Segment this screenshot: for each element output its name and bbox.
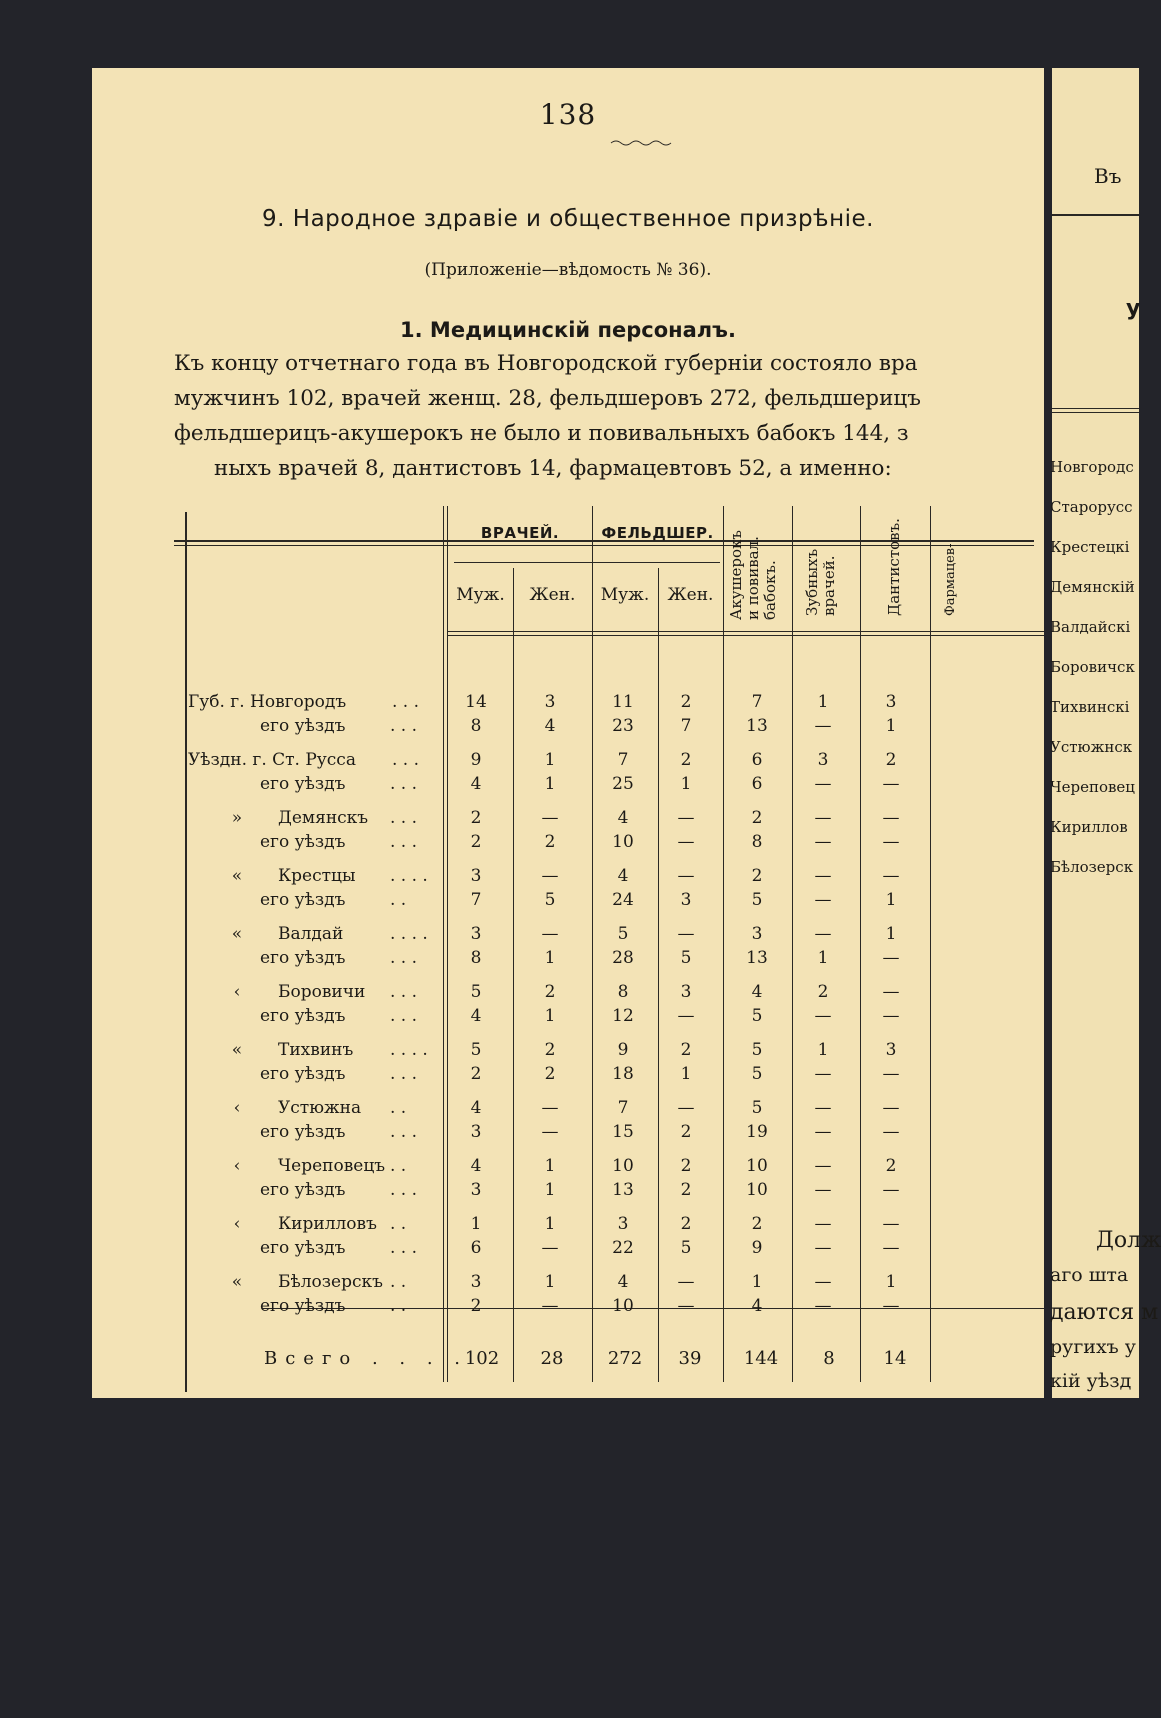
table-cell: 3: [544, 692, 556, 712]
table-cell: 1: [544, 1214, 556, 1234]
table-cell: —: [882, 1238, 900, 1258]
right-rule: [1052, 214, 1139, 216]
row-label: Демянскъ: [278, 808, 369, 828]
row-label: Череповецъ: [278, 1156, 386, 1176]
leader-dots: . . .: [392, 750, 420, 770]
row-label: Устюжна: [278, 1098, 362, 1118]
table-cell: 15: [612, 1122, 634, 1142]
leader-dots: . . .: [390, 1064, 418, 1084]
table-cell: 5: [751, 1064, 763, 1084]
table-cell: 10: [612, 1156, 634, 1176]
table-cell: 1: [544, 1272, 556, 1292]
leader-dots: . . .: [390, 774, 418, 794]
table-cell: 2: [680, 750, 692, 770]
table-cell: —: [882, 1180, 900, 1200]
table-cell: 2: [680, 1040, 692, 1060]
table-cell: 2: [680, 1122, 692, 1142]
table-cell: —: [882, 1064, 900, 1084]
right-list-item: Кириллов: [1050, 818, 1128, 836]
table-row: [92, 832, 1044, 856]
leader-dots: . . .: [392, 692, 420, 712]
row-label: Кирилловъ: [278, 1214, 377, 1234]
table-cell: —: [814, 1180, 832, 1200]
table-cell: 5: [751, 1098, 763, 1118]
table-cell: 28: [612, 948, 634, 968]
table-cell: —: [814, 866, 832, 886]
table-cell: 4: [751, 982, 763, 1002]
table-cell: 3: [885, 692, 897, 712]
table-row: [92, 948, 1044, 972]
ditto-mark: ‹: [233, 982, 241, 1002]
table-cell: 4: [470, 774, 482, 794]
table-cell: 14: [465, 692, 487, 712]
table-cell: 22: [612, 1238, 634, 1258]
leader-dots: . . .: [390, 1238, 418, 1258]
table-row: [92, 1040, 1044, 1064]
leader-dots: . . .: [390, 1180, 418, 1200]
leader-dots: . . . .: [390, 866, 428, 886]
table-cell: 2: [680, 1180, 692, 1200]
table-cell: 5: [470, 1040, 482, 1060]
table-cell: 1: [680, 774, 692, 794]
table-row: [92, 866, 1044, 890]
table-cell: 7: [617, 750, 629, 770]
group-underline: [454, 562, 720, 563]
row-label: его уѣздъ: [260, 1238, 346, 1258]
row-label: Уѣздн. г. Ст. Русса: [188, 750, 356, 770]
header-feldshers: ФЕЛЬДШЕР.: [601, 524, 714, 542]
table-cell: 10: [612, 832, 634, 852]
header-doctors-female: Жен.: [529, 585, 576, 605]
total-cell: 39: [678, 1348, 702, 1369]
header-bottom-rule-thin: [447, 635, 1044, 636]
table-cell: 1: [470, 1214, 482, 1234]
header-feldshers-male: Муж.: [600, 585, 650, 605]
row-label: его уѣздъ: [260, 948, 346, 968]
table-cell: 2: [680, 1156, 692, 1176]
header-pharmacists: Фармацев-: [943, 543, 958, 616]
table-cell: 9: [617, 1040, 629, 1060]
table-cell: —: [814, 1238, 832, 1258]
table-cell: 7: [617, 1098, 629, 1118]
right-list-item: Старорусс: [1050, 498, 1133, 516]
table-cell: —: [814, 1006, 832, 1026]
table-cell: 5: [751, 1040, 763, 1060]
table-row: [92, 1180, 1044, 1204]
table-cell: 5: [544, 890, 556, 910]
right-page: [1050, 68, 1161, 1398]
table-cell: —: [814, 924, 832, 944]
table-cell: 3: [470, 1180, 482, 1200]
header-feldshers-female: Жен.: [667, 585, 714, 605]
table-cell: —: [882, 866, 900, 886]
ditto-mark: «: [231, 866, 243, 886]
table-cell: 3: [751, 924, 763, 944]
leader-dots: . .: [390, 1272, 407, 1292]
table-cell: 2: [544, 982, 556, 1002]
paragraph-line-1: Къ концу отчетнаго года въ Новгородской губерніи состояло вра: [174, 351, 918, 376]
table-cell: 5: [680, 1238, 692, 1258]
table-row: [92, 1214, 1044, 1238]
table-cell: 2: [885, 1156, 897, 1176]
row-label: его уѣздъ: [260, 1180, 346, 1200]
table-row: [92, 924, 1044, 948]
table-cell: 3: [680, 982, 692, 1002]
right-list-item: Демянскій: [1050, 578, 1135, 596]
chapter-heading: 9. Народное здравіе и общественное призрѣніе.: [262, 206, 874, 232]
paragraph-line-2: мужчинъ 102, врачей женщ. 28, фельдшеровъ 272, фельдшерицъ: [174, 386, 921, 411]
table-cell: —: [882, 1006, 900, 1026]
leader-dots: . .: [390, 1296, 407, 1316]
table-cell: 1: [544, 750, 556, 770]
total-row: [92, 1348, 1044, 1374]
table-cell: —: [882, 832, 900, 852]
ditto-mark: ‹: [233, 1156, 241, 1176]
table-cell: —: [541, 1296, 559, 1316]
table-cell: 2: [470, 808, 482, 828]
table-cell: 18: [612, 1064, 634, 1084]
table-cell: —: [541, 808, 559, 828]
table-row: [92, 750, 1044, 774]
table-cell: 8: [470, 716, 482, 736]
table-cell: 3: [617, 1214, 629, 1234]
table-cell: 2: [470, 1064, 482, 1084]
header-midwives: Акушерокъ и повивал. бабокъ.: [727, 530, 779, 620]
table-row: [92, 774, 1044, 798]
table-cell: 1: [885, 890, 897, 910]
table-cell: 13: [612, 1180, 634, 1200]
total-label: Всего . . . .: [264, 1348, 469, 1369]
right-list-item: Боровичск: [1050, 658, 1135, 676]
table-cell: —: [814, 1272, 832, 1292]
table-cell: —: [882, 1296, 900, 1316]
leader-dots: . . .: [390, 716, 418, 736]
leader-dots: . .: [390, 1214, 407, 1234]
table-cell: 7: [751, 692, 763, 712]
row-label: его уѣздъ: [260, 1296, 346, 1316]
leader-dots: . . . .: [390, 924, 428, 944]
table-cell: 4: [470, 1098, 482, 1118]
table-cell: 25: [612, 774, 634, 794]
table-cell: —: [814, 774, 832, 794]
table-cell: —: [882, 1098, 900, 1118]
table-row: [92, 1156, 1044, 1180]
table-cell: 9: [751, 1238, 763, 1258]
table-cell: 1: [817, 1040, 829, 1060]
table-cell: 4: [751, 1296, 763, 1316]
table-cell: 4: [617, 866, 629, 886]
row-label: его уѣздъ: [260, 716, 346, 736]
table-cell: 3: [470, 1272, 482, 1292]
table-row: [92, 1272, 1044, 1296]
table-cell: —: [814, 890, 832, 910]
row-label: Бѣлозерскъ: [278, 1272, 383, 1292]
table-cell: 1: [751, 1272, 763, 1292]
right-bottom-line: Долж: [1096, 1228, 1161, 1253]
table-cell: 2: [751, 808, 763, 828]
ditto-mark: ‹: [233, 1098, 241, 1118]
table-row: [92, 890, 1044, 914]
table-cell: —: [882, 982, 900, 1002]
table-cell: —: [677, 1296, 695, 1316]
table-cell: 1: [885, 716, 897, 736]
table-cell: 2: [544, 1064, 556, 1084]
right-rule: [1052, 408, 1139, 409]
table-cell: 3: [680, 890, 692, 910]
table-row: [92, 1296, 1044, 1320]
table-cell: 3: [470, 866, 482, 886]
right-list-item: Бѣлозерск: [1050, 858, 1134, 876]
table-cell: 10: [746, 1180, 768, 1200]
table-cell: —: [541, 1122, 559, 1142]
table-cell: 4: [617, 808, 629, 828]
page-number-ornament: [609, 138, 679, 146]
row-label: его уѣздъ: [260, 1122, 346, 1142]
table-row: [92, 808, 1044, 832]
right-list-item: Тихвинскі: [1050, 698, 1130, 716]
table-row: [92, 716, 1044, 740]
header-dentist-doctors: Зубныхъ врачей.: [803, 548, 838, 616]
table-cell: —: [882, 1122, 900, 1142]
table-cell: 3: [470, 924, 482, 944]
row-label: Крестцы: [278, 866, 356, 886]
table-cell: —: [814, 832, 832, 852]
table-cell: 3: [470, 1122, 482, 1142]
table-cell: 10: [612, 1296, 634, 1316]
table-cell: 2: [751, 1214, 763, 1234]
table-cell: 1: [817, 692, 829, 712]
table-cell: 2: [817, 982, 829, 1002]
table-row: [92, 1006, 1044, 1030]
table-cell: 8: [470, 948, 482, 968]
header-bottom-rule: [447, 631, 1044, 632]
paragraph-line-4: ныхъ врачей 8, дантистовъ 14, фармацевтовъ 52, а именно:: [214, 456, 892, 481]
table-cell: —: [541, 1098, 559, 1118]
table-cell: —: [882, 1214, 900, 1234]
paragraph-line-3: фельдшерицъ-акушерокъ не было и повивальныхъ бабокъ 144, з: [174, 421, 909, 446]
right-list-item: Новгородс: [1050, 458, 1134, 476]
leader-dots: . .: [390, 1098, 407, 1118]
table-cell: 2: [751, 866, 763, 886]
table-row: [92, 982, 1044, 1006]
table-cell: 23: [612, 716, 634, 736]
table-row: [92, 1098, 1044, 1122]
table-cell: 2: [885, 750, 897, 770]
leader-dots: . . .: [390, 1006, 418, 1026]
leader-dots: . . .: [390, 982, 418, 1002]
table-cell: —: [814, 808, 832, 828]
chapter-subheading: (Приложеніе—вѣдомость № 36).: [424, 260, 712, 280]
row-label: его уѣздъ: [260, 832, 346, 852]
header-dentists: Дантистовъ.: [885, 518, 903, 616]
table-cell: 3: [817, 750, 829, 770]
table-cell: —: [677, 808, 695, 828]
leader-dots: . . .: [390, 1122, 418, 1142]
table-cell: 7: [680, 716, 692, 736]
table-cell: 5: [617, 924, 629, 944]
ditto-mark: «: [231, 1040, 243, 1060]
leader-dots: . . . .: [390, 1040, 428, 1060]
table-cell: —: [677, 866, 695, 886]
row-label: его уѣздъ: [260, 1006, 346, 1026]
leader-dots: . .: [390, 1156, 407, 1176]
leader-dots: . . .: [390, 948, 418, 968]
table-cell: 2: [470, 832, 482, 852]
right-page-header: Въ: [1094, 164, 1122, 188]
table-cell: 13: [746, 716, 768, 736]
row-label: его уѣздъ: [260, 890, 346, 910]
table-cell: —: [677, 1272, 695, 1292]
ditto-mark: «: [231, 924, 243, 944]
table-cell: 1: [544, 1180, 556, 1200]
ditto-mark: »: [231, 808, 243, 828]
table-cell: 1: [885, 1272, 897, 1292]
table-cell: 6: [470, 1238, 482, 1258]
table-cell: —: [814, 1156, 832, 1176]
row-label: его уѣздъ: [260, 774, 346, 794]
table-cell: 5: [470, 982, 482, 1002]
table-cell: 13: [746, 948, 768, 968]
table-cell: 4: [617, 1272, 629, 1292]
table-cell: —: [814, 1122, 832, 1142]
table-cell: 5: [680, 948, 692, 968]
total-cell: 14: [883, 1348, 907, 1369]
total-cell: 8: [823, 1348, 835, 1369]
table-cell: —: [814, 1214, 832, 1234]
total-cell: 272: [607, 1348, 643, 1369]
table-cell: 2: [470, 1296, 482, 1316]
row-label: Тихвинъ: [278, 1040, 354, 1060]
right-bottom-line: кій уѣзд: [1050, 1370, 1132, 1392]
table-row: [92, 1122, 1044, 1146]
table-row: [92, 1238, 1044, 1262]
page-number: 138: [539, 98, 597, 131]
total-cell: 144: [743, 1348, 779, 1369]
table-cell: 1: [544, 948, 556, 968]
table-row: [92, 692, 1044, 716]
table-cell: 1: [544, 1006, 556, 1026]
leader-dots: . . .: [390, 832, 418, 852]
table-cell: 5: [751, 890, 763, 910]
right-list-item: Череповец: [1050, 778, 1135, 796]
table-cell: 8: [617, 982, 629, 1002]
right-page-letter: у: [1126, 296, 1141, 321]
right-bottom-line: ругихъ у: [1050, 1336, 1136, 1358]
table-cell: —: [814, 1296, 832, 1316]
header-doctors: ВРАЧЕЙ.: [480, 524, 560, 542]
right-bottom-line: даются м: [1050, 1300, 1159, 1325]
table-cell: 11: [612, 692, 634, 712]
table-cell: 6: [751, 750, 763, 770]
table-cell: 2: [680, 1214, 692, 1234]
table-cell: —: [814, 1064, 832, 1084]
right-list-item: Устюжнск: [1050, 738, 1133, 756]
ditto-mark: «: [231, 1272, 243, 1292]
table-cell: 9: [470, 750, 482, 770]
table-cell: —: [814, 716, 832, 736]
table-cell: —: [882, 808, 900, 828]
table-row: [92, 1064, 1044, 1088]
right-list-item: Крестецкі: [1050, 538, 1130, 556]
header-doctors-male: Муж.: [456, 585, 505, 605]
table-cell: 1: [544, 1156, 556, 1176]
table-cell: —: [541, 924, 559, 944]
table-cell: 3: [885, 1040, 897, 1060]
table-cell: 10: [746, 1156, 768, 1176]
table-cell: 7: [470, 890, 482, 910]
total-cell: 28: [540, 1348, 564, 1369]
row-label: Боровичи: [278, 982, 366, 1002]
table-cell: —: [677, 832, 695, 852]
right-rule: [1052, 412, 1139, 413]
row-label: Валдай: [278, 924, 344, 944]
table-cell: —: [677, 924, 695, 944]
right-list-item: Валдайскі: [1050, 618, 1131, 636]
table-cell: 1: [680, 1064, 692, 1084]
leader-dots: . .: [390, 890, 407, 910]
table-cell: 5: [751, 1006, 763, 1026]
table-cell: 2: [680, 692, 692, 712]
table-cell: —: [677, 1006, 695, 1026]
leader-dots: . . .: [390, 808, 418, 828]
table-cell: 24: [612, 890, 634, 910]
table-cell: 19: [746, 1122, 768, 1142]
table-top-rule-thin: [174, 545, 1034, 546]
row-label: Губ. г. Новгородъ: [188, 692, 347, 712]
table-cell: 6: [751, 774, 763, 794]
row-label: его уѣздъ: [260, 1064, 346, 1084]
left-page: [92, 68, 1044, 1398]
table-cell: 4: [470, 1006, 482, 1026]
table-cell: —: [882, 774, 900, 794]
table-cell: —: [541, 1238, 559, 1258]
total-cell: 102: [464, 1348, 500, 1369]
table-cell: 2: [544, 1040, 556, 1060]
table-cell: 8: [751, 832, 763, 852]
section-title: 1. Медицинскій персоналъ.: [400, 318, 736, 342]
table-cell: 1: [544, 774, 556, 794]
table-cell: 4: [544, 716, 556, 736]
table-cell: 12: [612, 1006, 634, 1026]
table-cell: 4: [470, 1156, 482, 1176]
table-cell: —: [882, 948, 900, 968]
table-cell: —: [677, 1098, 695, 1118]
table-cell: —: [541, 866, 559, 886]
ditto-mark: ‹: [233, 1214, 241, 1234]
table-cell: 1: [885, 924, 897, 944]
table-cell: 1: [817, 948, 829, 968]
right-bottom-line: аго шта: [1050, 1264, 1129, 1286]
table-cell: 2: [544, 832, 556, 852]
table-cell: —: [814, 1098, 832, 1118]
